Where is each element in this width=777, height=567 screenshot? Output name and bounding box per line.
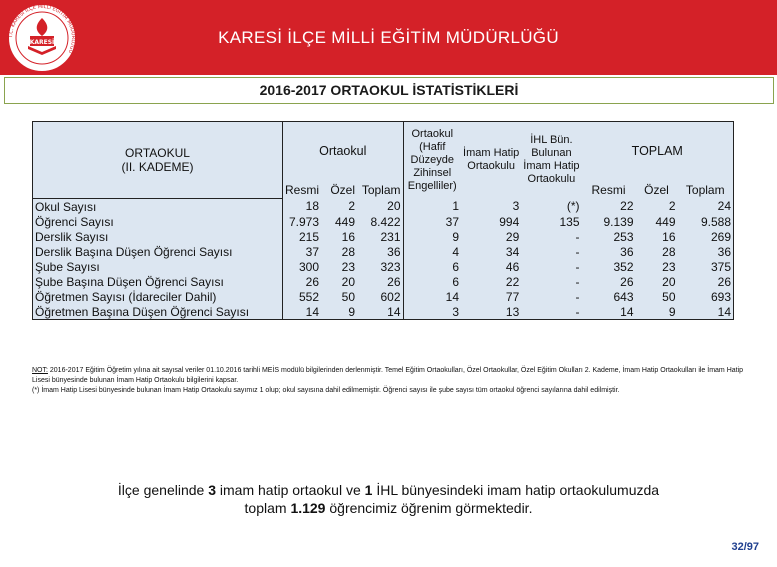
cell-value: 26 bbox=[678, 274, 734, 289]
cell-value: 14 bbox=[357, 304, 403, 320]
cell-value: 552 bbox=[283, 289, 322, 304]
corner-header bbox=[33, 122, 283, 199]
cell-value: 26 bbox=[283, 274, 322, 289]
cell-value: 1 bbox=[403, 199, 461, 215]
summary-part1: İlçe genelinde bbox=[117, 482, 209, 498]
header-title: KARESİ İLÇE MİLLİ EĞİTİM MÜDÜRLÜĞÜ bbox=[218, 28, 559, 47]
imam-line2: Ortaokulu bbox=[467, 160, 515, 173]
cell-value: 14 bbox=[403, 289, 461, 304]
row-label: Öğretmen Başına Düşen Öğrenci Sayısı bbox=[33, 304, 283, 320]
cell-value: 693 bbox=[678, 289, 734, 304]
cell-value: 135 bbox=[521, 214, 581, 229]
engelli-line1: Ortaokul bbox=[411, 127, 454, 140]
cell-value: - bbox=[521, 244, 581, 259]
cell-value: 9.139 bbox=[582, 214, 636, 229]
table-row bbox=[33, 274, 734, 289]
cell-value: 29 bbox=[461, 229, 521, 244]
cell-value: 23 bbox=[636, 259, 678, 274]
cell-value: - bbox=[521, 259, 581, 274]
cell-value: 6 bbox=[403, 274, 461, 289]
sub-header-toplam: Toplam bbox=[357, 181, 403, 199]
summary-line1 bbox=[0, 481, 777, 499]
ihl-line1: İHL Bün. bbox=[530, 134, 573, 147]
summary-line2 bbox=[0, 499, 777, 517]
cell-value: 4 bbox=[403, 244, 461, 259]
cell-value: 602 bbox=[357, 289, 403, 304]
cell-value: 375 bbox=[678, 259, 734, 274]
group-header-ortaokul: Ortaokul bbox=[283, 122, 404, 181]
cell-value: 34 bbox=[461, 244, 521, 259]
corner-header-line2: (II. KADEME) bbox=[121, 160, 194, 174]
sub-header-toplam-total: Toplam bbox=[678, 181, 734, 199]
sub-header-ozel-total: Özel bbox=[636, 181, 678, 199]
ihl-line2: Bulunan bbox=[531, 147, 572, 160]
table-row bbox=[33, 229, 734, 244]
corner-header-line1: ORTAOKUL bbox=[125, 146, 190, 160]
footnote-line1 bbox=[32, 366, 752, 386]
imam-line1: İmam Hatip bbox=[463, 147, 520, 160]
row-label: Derslik Sayısı bbox=[33, 229, 283, 244]
table-row bbox=[33, 304, 734, 320]
summary-num3: 1.129 bbox=[290, 500, 326, 516]
cell-value: 16 bbox=[636, 229, 678, 244]
cell-value: 36 bbox=[357, 244, 403, 259]
cell-value: 14 bbox=[283, 304, 322, 320]
cell-value: 37 bbox=[403, 214, 461, 229]
cell-value: 24 bbox=[678, 199, 734, 215]
cell-value: 50 bbox=[636, 289, 678, 304]
cell-value: - bbox=[521, 229, 581, 244]
cell-value: 26 bbox=[357, 274, 403, 289]
table-row bbox=[33, 244, 734, 259]
cell-value: 7.973 bbox=[283, 214, 322, 229]
row-label: Öğretmen Sayısı (İdareciler Dahil) bbox=[33, 289, 283, 304]
summary-num2: 1 bbox=[364, 482, 373, 498]
cell-value: 300 bbox=[283, 259, 322, 274]
group-header-engelli bbox=[403, 122, 461, 199]
sub-header-resmi-total: Resmi bbox=[582, 181, 636, 199]
engelli-line5: Engelliler) bbox=[407, 179, 457, 192]
footnote-text1: 2016-2017 Eğitim Öğretim yılına ait sayısal veriler 01.10.2016 tarihli MEİS modülü bilgilerinden derlenmiştir. Temel Eğitim Ortaokulları, Özel Ortaokullar, Özel Eğitim Okulları 2. Kademe, İmam Hatip Ortaokulları ile İmam Hatip Lisesi bünyesinde bulunan İmam Hatip Ortaokulu bilgilerini kapsar. bbox=[32, 367, 744, 384]
cell-value: 269 bbox=[678, 229, 734, 244]
cell-value: 643 bbox=[582, 289, 636, 304]
cell-value: 26 bbox=[582, 274, 636, 289]
row-label: Okul Sayısı bbox=[33, 199, 283, 215]
table-body bbox=[33, 199, 734, 320]
summary-num1: 3 bbox=[208, 482, 217, 498]
sub-header-resmi: Resmi bbox=[283, 181, 322, 199]
cell-value: 6 bbox=[403, 259, 461, 274]
summary-part2: imam hatip ortaokul ve bbox=[216, 482, 365, 498]
cell-value: 37 bbox=[283, 244, 322, 259]
summary-text bbox=[0, 481, 777, 517]
cell-value: 22 bbox=[461, 274, 521, 289]
cell-value: 50 bbox=[321, 289, 357, 304]
cell-value: 28 bbox=[321, 244, 357, 259]
cell-value: 253 bbox=[582, 229, 636, 244]
cell-value: 20 bbox=[321, 274, 357, 289]
cell-value: 20 bbox=[636, 274, 678, 289]
logo-ring-text: T.C. KARESİ İLÇE MİLLİ EĞİTİM MÜDÜRLÜĞÜ bbox=[7, 3, 77, 55]
header-banner bbox=[0, 0, 777, 75]
cell-value: 9 bbox=[403, 229, 461, 244]
ihl-line4: Ortaokulu bbox=[527, 173, 576, 186]
cell-value: 22 bbox=[582, 199, 636, 215]
statistics-table bbox=[32, 121, 734, 320]
cell-value: - bbox=[521, 289, 581, 304]
cell-value: 13 bbox=[461, 304, 521, 320]
cell-value: 77 bbox=[461, 289, 521, 304]
summary-part3: İHL bünyesindeki imam hatip ortaokulumuzda bbox=[372, 482, 660, 498]
logo-text: KARESİ bbox=[29, 39, 55, 46]
cell-value: 46 bbox=[461, 259, 521, 274]
row-label: Şube Sayısı bbox=[33, 259, 283, 274]
table-row bbox=[33, 214, 734, 229]
table-row bbox=[33, 289, 734, 304]
summary-part4: toplam bbox=[244, 500, 291, 516]
cell-value: 8.422 bbox=[357, 214, 403, 229]
engelli-line3: Düzeyde bbox=[410, 153, 454, 166]
cell-value: 9 bbox=[321, 304, 357, 320]
cell-value: 994 bbox=[461, 214, 521, 229]
cell-value: 2 bbox=[636, 199, 678, 215]
cell-value: - bbox=[521, 304, 581, 320]
cell-value: 2 bbox=[321, 199, 357, 215]
summary-part5: öğrencimiz öğrenim görmektedir. bbox=[325, 500, 533, 516]
engelli-line4: Zihinsel bbox=[413, 166, 452, 179]
cell-value: (*) bbox=[521, 199, 581, 215]
footnote-label: NOT: bbox=[32, 367, 48, 374]
cell-value: 3 bbox=[403, 304, 461, 320]
cell-value: 9 bbox=[636, 304, 678, 320]
cell-value: 18 bbox=[283, 199, 322, 215]
cell-value: 215 bbox=[283, 229, 322, 244]
cell-value: 23 bbox=[321, 259, 357, 274]
cell-value: 28 bbox=[636, 244, 678, 259]
engelli-line2: (Hafif bbox=[419, 140, 446, 153]
ihl-line3: İmam Hatip bbox=[523, 160, 580, 173]
group-header-ihl bbox=[521, 122, 581, 199]
cell-value: 36 bbox=[678, 244, 734, 259]
row-label: Öğrenci Sayısı bbox=[33, 214, 283, 229]
cell-value: 14 bbox=[678, 304, 734, 320]
row-label: Derslik Başına Düşen Öğrenci Sayısı bbox=[33, 244, 283, 259]
cell-value: 352 bbox=[582, 259, 636, 274]
cell-value: - bbox=[521, 274, 581, 289]
cell-value: 20 bbox=[357, 199, 403, 215]
table-row bbox=[33, 199, 734, 215]
cell-value: 449 bbox=[636, 214, 678, 229]
cell-value: 231 bbox=[357, 229, 403, 244]
group-header-imam-hatip bbox=[461, 122, 521, 199]
sub-header-ozel: Özel bbox=[321, 181, 357, 199]
cell-value: 449 bbox=[321, 214, 357, 229]
footnote bbox=[32, 366, 752, 396]
page-subtitle: 2016-2017 ORTAOKUL İSTATİSTİKLERİ bbox=[4, 77, 774, 104]
cell-value: 323 bbox=[357, 259, 403, 274]
cell-value: 3 bbox=[461, 199, 521, 215]
page-number: 32/97 bbox=[731, 541, 759, 553]
group-header-toplam: TOPLAM bbox=[582, 122, 734, 181]
table-row bbox=[33, 259, 734, 274]
cell-value: 14 bbox=[582, 304, 636, 320]
cell-value: 16 bbox=[321, 229, 357, 244]
cell-value: 36 bbox=[582, 244, 636, 259]
cell-value: 9.588 bbox=[678, 214, 734, 229]
row-label: Şube Başına Düşen Öğrenci Sayısı bbox=[33, 274, 283, 289]
footnote-text2: (*) İmam Hatip Lisesi bünyesinde bulunan İmam Hatip Ortaokulu sayımız 1 olup; okul sayısına dahil edilmemiştir. Öğrenci sayısı ile şube sayısı tüm ortaokul öğrenci sayılarına dahil edilmiştir. bbox=[32, 387, 620, 394]
